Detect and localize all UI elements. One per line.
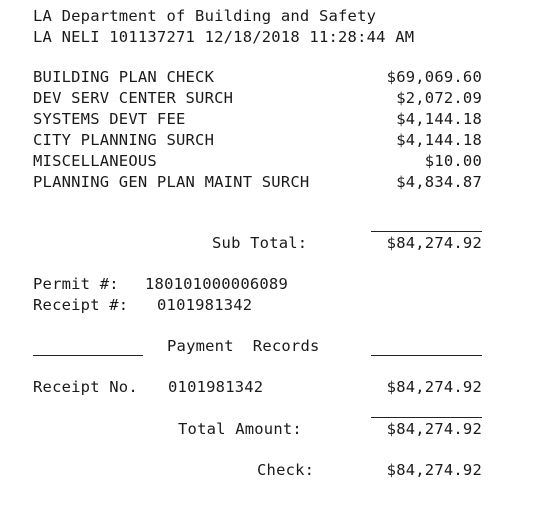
fee-amount: $4,834.87	[396, 173, 482, 191]
fee-label: PLANNING GEN PLAN MAINT SURCH	[33, 173, 310, 191]
payment-records-title: Payment Records	[167, 337, 320, 355]
subtotal-amount: $84,274.92	[386, 234, 482, 252]
permit-number: 180101000006089	[145, 275, 288, 293]
check-amount: $84,274.92	[386, 461, 482, 479]
payment-heading-rule-right	[371, 355, 482, 356]
fee-amount: $10.00	[424, 152, 482, 170]
fee-amount: $69,069.60	[386, 68, 482, 86]
fee-label: DEV SERV CENTER SURCH	[33, 89, 234, 107]
fee-label: BUILDING PLAN CHECK	[33, 68, 215, 86]
fee-amount: $2,072.09	[396, 89, 482, 107]
subtotal-label: Sub Total:	[212, 234, 308, 252]
terminal-timestamp-line: LA NELI 101137271 12/18/2018 11:28:44 AM	[33, 28, 415, 46]
fee-label: SYSTEMS DEVT FEE	[33, 110, 186, 128]
receipt-no-value: 0101981342	[168, 378, 264, 396]
receipt-no-label: Receipt No.	[33, 378, 138, 396]
check-label: Check:	[257, 461, 315, 479]
payment-heading-rule-left	[33, 355, 143, 356]
fee-label: CITY PLANNING SURCH	[33, 131, 215, 149]
subtotal-rule	[371, 231, 482, 232]
fee-label: MISCELLANEOUS	[33, 152, 157, 170]
total-amount-value: $84,274.92	[386, 420, 482, 438]
department-name: LA Department of Building and Safety	[33, 7, 377, 25]
total-amount-label: Total Amount:	[178, 420, 302, 438]
receipt-no-amount: $84,274.92	[386, 378, 482, 396]
receipt-number: 0101981342	[157, 296, 253, 314]
fee-amount: $4,144.18	[396, 110, 482, 128]
fee-amount: $4,144.18	[396, 131, 482, 149]
permit-label: Permit #:	[33, 275, 119, 293]
receipt-label: Receipt #:	[33, 296, 129, 314]
total-rule	[371, 417, 482, 418]
